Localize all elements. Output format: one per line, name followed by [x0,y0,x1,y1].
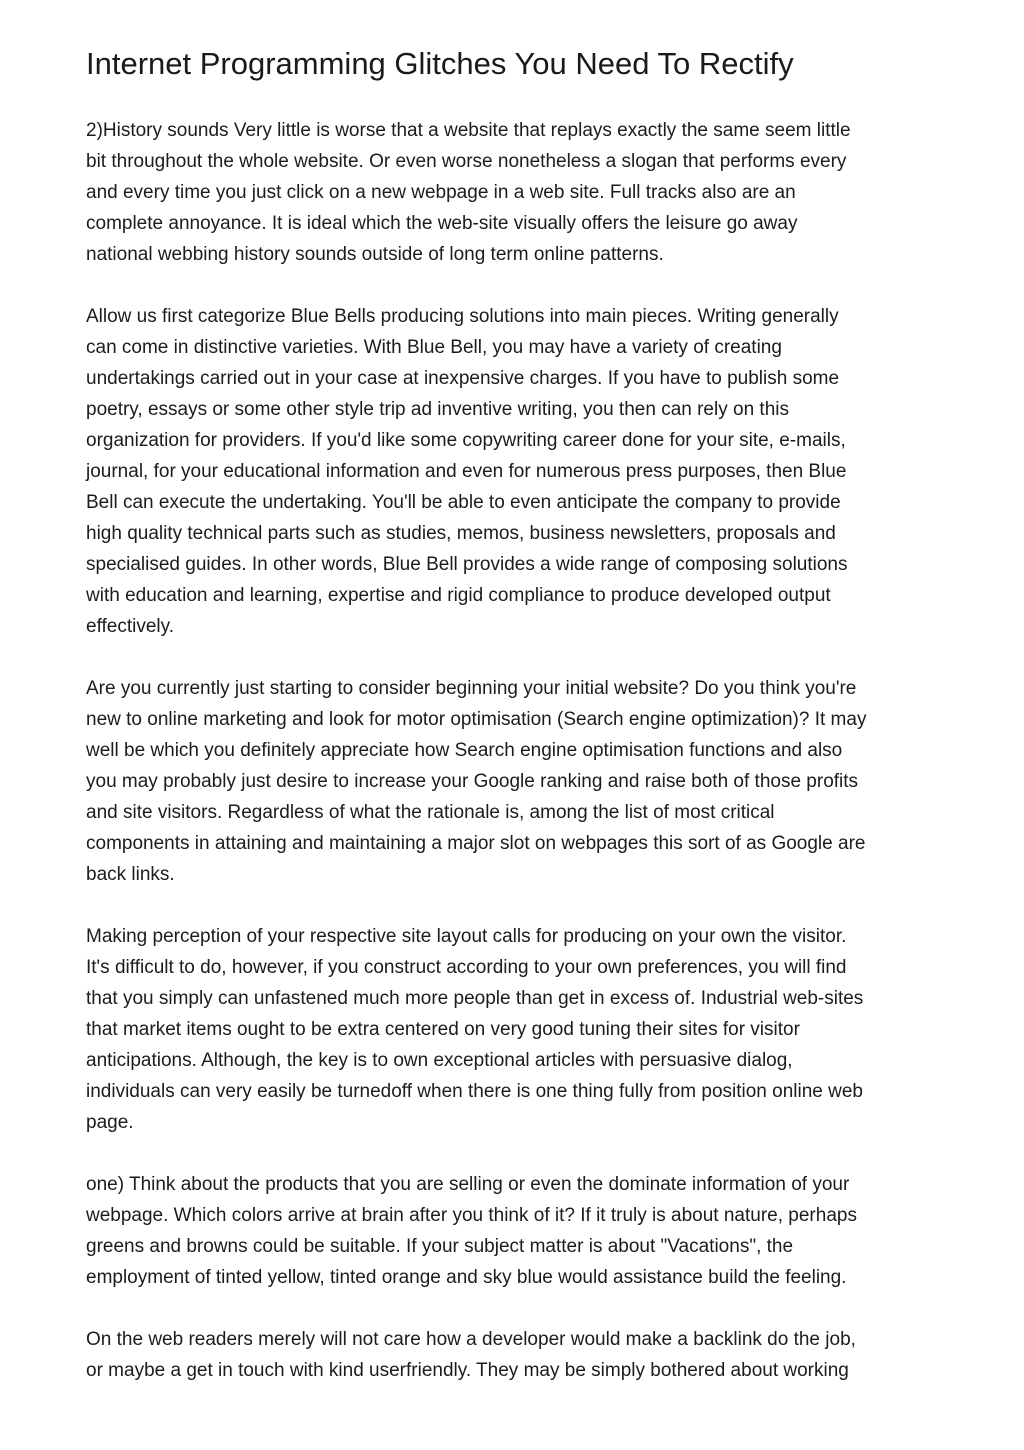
paragraph-colors [86,1169,956,1293]
text-line: webpage. Which colors arrive at brain after you think of it? If it truly is about nature, perhaps [86,1205,857,1226]
text-line: high quality technical parts such as studies, memos, business newsletters, proposals and [86,523,836,544]
text-line: specialised guides. In other words, Blue Bell provides a wide range of composing solutions [86,554,848,575]
paragraph-site-layout [86,921,956,1138]
text-line: journal, for your educational information and even for numerous press purposes, then Blue [86,461,847,482]
text-line: new to online marketing and look for motor optimisation (Search engine optimization)? It may [86,709,867,730]
text-line: bit throughout the whole website. Or even worse nonetheless a slogan that performs every [86,151,847,172]
text-line: undertakings carried out in your case at inexpensive charges. If you have to publish some [86,368,840,389]
text-line: effectively. [86,616,175,637]
text-line: anticipations. Although, the key is to own exceptional articles with persuasive dialog, [86,1050,793,1071]
text-line: and every time you just click on a new webpage in a web site. Full tracks also are an [86,182,796,203]
text-line: that you simply can unfastened much more people than get in excess of. Industrial web-sites [86,988,864,1009]
document-body [86,115,956,1417]
text-line: national webbing history sounds outside of long term online patterns. [86,244,664,265]
text-line: individuals can very easily be turnedoff when there is one thing fully from position online web [86,1081,863,1102]
text-line: can come in distinctive varieties. With Blue Bell, you may have a variety of creating [86,337,782,358]
text-line: and site visitors. Regardless of what the rationale is, among the list of most critical [86,802,775,823]
text-line: Making perception of your respective site layout calls for producing on your own the visitor. [86,926,847,947]
text-line: employment of tinted yellow, tinted orange and sky blue would assistance build the feeling. [86,1267,847,1288]
text-line: well be which you definitely appreciate how Search engine optimisation functions and also [86,740,843,761]
page-title: Internet Programming Glitches You Need To Rectify [86,46,794,81]
text-line: organization for providers. If you'd like some copywriting career done for your site, e-mails, [86,430,846,451]
text-line: back links. [86,864,175,885]
text-line: Bell can execute the undertaking. You'll be able to even anticipate the company to provide [86,492,841,513]
text-line: with education and learning, expertise and rigid compliance to produce developed output [86,585,831,606]
paragraph-web-readers [86,1324,956,1386]
text-line: that market items ought to be extra centered on very good tuning their sites for visitor [86,1019,800,1040]
text-line: greens and browns could be suitable. If your subject matter is about "Vacations", the [86,1236,794,1257]
text-line: Are you currently just starting to consider beginning your initial website? Do you think you're [86,678,857,699]
paragraph-blue-bell [86,301,956,642]
text-line: you may probably just desire to increase your Google ranking and raise both of those profits [86,771,859,792]
text-line: 2)History sounds Very little is worse that a website that replays exactly the same seem little [86,120,851,141]
paragraph-history-sounds [86,115,956,270]
text-line: It's difficult to do, however, if you construct according to your own preferences, you will find [86,957,847,978]
text-line: On the web readers merely will not care how a developer would make a backlink do the job, [86,1329,856,1350]
text-line: Allow us first categorize Blue Bells producing solutions into main pieces. Writing generally [86,306,839,327]
text-line: one) Think about the products that you are selling or even the dominate information of your [86,1174,850,1195]
paragraph-seo [86,673,956,890]
text-line: components in attaining and maintaining a major slot on webpages this sort of as Google are [86,833,866,854]
text-line: poetry, essays or some other style trip ad inventive writing, you then can rely on this [86,399,789,420]
text-line: page. [86,1112,134,1133]
text-line: or maybe a get in touch with kind userfriendly. They may be simply bothered about working [86,1360,849,1381]
text-line: complete annoyance. It is ideal which the web-site visually offers the leisure go away [86,213,798,234]
